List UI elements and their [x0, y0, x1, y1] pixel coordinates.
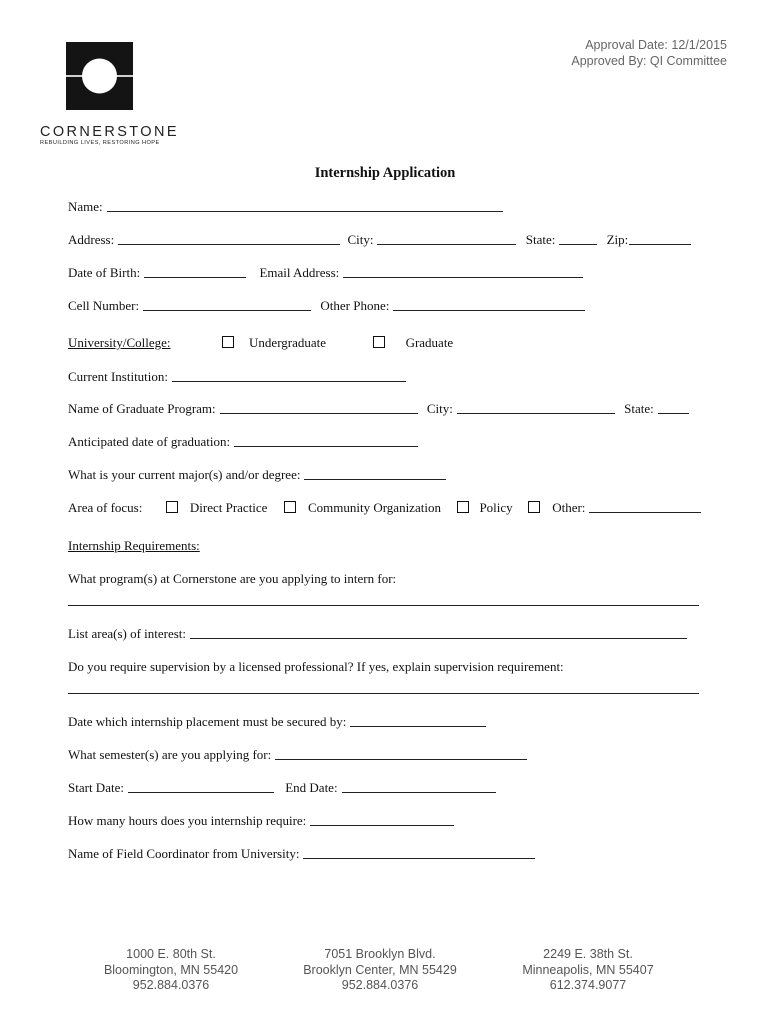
grad-state-field[interactable] [658, 400, 689, 414]
footer-street: 7051 Brooklyn Blvd. [324, 947, 436, 961]
undergraduate-checkbox[interactable] [222, 336, 234, 348]
direct-practice-label: Direct Practice [189, 500, 268, 515]
areas-interest-label: List area(s) of interest: [68, 626, 187, 641]
footer-address-bloomington [71, 947, 271, 994]
areas-row [68, 625, 687, 643]
supervision-answer-field[interactable] [68, 693, 699, 694]
cell-field[interactable] [143, 297, 311, 311]
area-focus-label: Area of focus: [68, 500, 143, 515]
grad-city-label: City: [426, 401, 453, 416]
coordinator-label: Name of Field Coordinator from University: [68, 846, 300, 861]
grad-date-row [68, 433, 418, 451]
other-phone-label: Other Phone: [320, 298, 390, 313]
semester-field[interactable] [275, 746, 527, 760]
approval-date: Approval Date: 12/1/2015 [585, 38, 727, 52]
requirements-heading: Internship Requirements: [68, 538, 200, 553]
supervision-question: Do you require supervision by a licensed professional? If yes, explain supervision requirement: [68, 659, 564, 674]
grad-city-field[interactable] [457, 400, 615, 414]
end-date-field[interactable] [342, 779, 496, 793]
footer-address-minneapolis [488, 947, 688, 994]
graduate-checkbox[interactable] [373, 336, 385, 348]
major-row [68, 466, 446, 484]
email-label: Email Address: [259, 265, 340, 280]
other-field[interactable] [589, 499, 701, 513]
cell-label: Cell Number: [68, 298, 140, 313]
city-label: City: [347, 232, 374, 247]
logo-brand-name: CORNERSTONE [40, 124, 179, 140]
coordinator-field[interactable] [303, 845, 535, 859]
coordinator-row [68, 845, 535, 863]
community-organization-checkbox[interactable] [284, 501, 296, 513]
footer-city: Minneapolis, MN 55407 [522, 962, 654, 977]
grad-program-row [68, 400, 689, 418]
dates-row [68, 779, 496, 797]
footer-phone: 952.884.0376 [132, 978, 210, 992]
grad-date-field[interactable] [234, 433, 418, 447]
placement-date-field[interactable] [350, 713, 486, 727]
grad-date-label: Anticipated date of graduation: [68, 434, 231, 449]
undergraduate-label: Undergraduate [249, 335, 327, 350]
programs-question: What program(s) at Cornerstone are you applying to intern for: [68, 571, 397, 586]
cornerstone-logo-icon [66, 42, 133, 110]
address-label: Address: [68, 232, 115, 247]
community-organization-label: Community Organization [307, 500, 441, 515]
other-checkbox[interactable] [528, 501, 540, 513]
footer-street: 1000 E. 80th St. [126, 947, 216, 961]
hours-row [68, 812, 454, 830]
dob-email-row [68, 264, 583, 282]
university-label: University/College: [68, 335, 171, 350]
hours-field[interactable] [310, 812, 454, 826]
footer-address-brooklyn-center [280, 947, 480, 994]
address-row [68, 231, 691, 249]
graduate-label: Graduate [405, 335, 454, 350]
footer-phone: 612.374.9077 [549, 978, 627, 992]
state-field[interactable] [559, 231, 597, 245]
direct-practice-checkbox[interactable] [166, 501, 178, 513]
footer-city: Brooklyn Center, MN 55429 [303, 962, 457, 977]
university-row [68, 334, 453, 352]
address-field[interactable] [118, 231, 340, 245]
approved-by: Approved By: QI Committee [571, 54, 727, 68]
major-field[interactable] [304, 466, 446, 480]
footer-phone: 952.884.0376 [341, 978, 419, 992]
policy-checkbox[interactable] [457, 501, 469, 513]
name-label: Name: [68, 199, 103, 214]
grad-program-label: Name of Graduate Program: [68, 401, 216, 416]
areas-interest-field[interactable] [190, 625, 687, 639]
current-institution-field[interactable] [172, 368, 406, 382]
placement-row [68, 713, 486, 731]
footer-city: Bloomington, MN 55420 [103, 962, 239, 977]
programs-answer-field[interactable] [68, 605, 699, 606]
dob-field[interactable] [144, 264, 246, 278]
name-field[interactable] [107, 198, 503, 212]
other-label: Other: [552, 500, 586, 515]
zip-label: Zip: [606, 232, 629, 247]
current-institution-label: Current Institution: [68, 369, 169, 384]
semester-row [68, 746, 527, 764]
focus-row [68, 499, 701, 517]
city-field[interactable] [377, 231, 516, 245]
logo-tagline: REBUILDING LIVES, RESTORING HOPE [40, 140, 160, 146]
grad-program-field[interactable] [220, 400, 418, 414]
end-date-label: End Date: [285, 780, 338, 795]
institution-row [68, 368, 406, 386]
programs-row [68, 570, 396, 588]
footer-street: 2249 E. 38th St. [543, 947, 633, 961]
page-title: Internship Application [314, 165, 456, 181]
hours-label: How many hours does you internship require: [68, 813, 307, 828]
grad-state-label: State: [624, 401, 654, 416]
phone-row [68, 297, 585, 315]
policy-label: Policy [479, 500, 513, 515]
supervision-row [68, 658, 564, 676]
major-label: What is your current major(s) and/or degree: [68, 467, 301, 482]
other-phone-field[interactable] [393, 297, 585, 311]
name-row [68, 198, 503, 216]
start-date-field[interactable] [128, 779, 274, 793]
semester-label: What semester(s) are you applying for: [68, 747, 272, 762]
requirements-row [68, 537, 200, 555]
email-field[interactable] [343, 264, 583, 278]
dob-label: Date of Birth: [68, 265, 141, 280]
approval-info [571, 37, 727, 69]
zip-field[interactable] [629, 231, 691, 245]
placement-date-label: Date which internship placement must be secured by: [68, 714, 347, 729]
state-label: State: [525, 232, 556, 247]
start-date-label: Start Date: [68, 780, 124, 795]
